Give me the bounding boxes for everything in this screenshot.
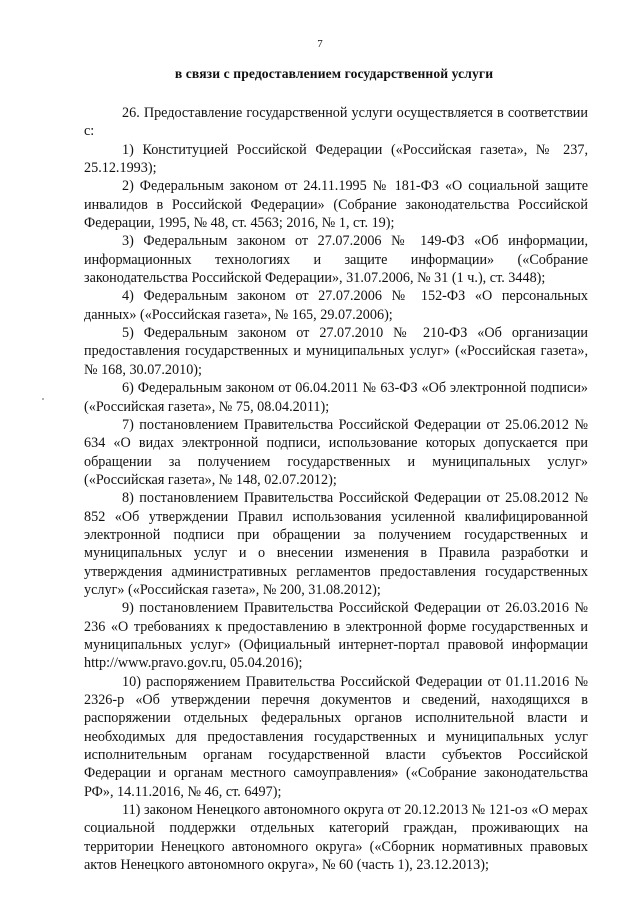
list-item-3: 3) Федеральным законом от 27.07.2006 № 149-ФЗ «Об информации, информационных технологиях и защите информации» («Собрание законодательства Российской Федерации», 31.07.2006, № 31 (1 ч.), ст. 3448); [84,233,588,287]
list-item-2: 2) Федеральным законом от 24.11.1995 № 181-ФЗ «О социальной защите инвалидов в Российской Федерации» (Собрание законодательства Российской Федерации, 1995, № 48, ст. 4563; 2016, № 1, ст. 19); [84,178,588,232]
list-item-11: 11) законом Ненецкого автономного округа от 20.12.2013 № 121-оз «О мерах социальной поддержки отдельных категорий граждан, проживающих на территории Ненецкого автономного округа» («Сборник нормативных правовых актов Ненецкого автономного округа», № 60 (часть 1), 23.12.2013); [84,802,588,874]
list-item-10: 10) распоряжением Правительства Российской Федерации от 01.11.2016 № 2326-р «Об утверждении перечня документов и сведений, находящихся в распоряжении отдельных федеральных органов исполнительной власти и необходимых для предоставления государственных и муниципальных услуг исполнительным органам государственной власти субъектов Российской Федерации и органам местного самоуправления» («Собрание законодательства РФ», 14.11.2016, № 46, ст. 6497); [84,673,588,800]
paragraph-26: 26. Предоставление государственной услуги осуществляется в соответствии с: [84,105,588,140]
margin-mark [42,398,44,400]
document-body [84,96,588,874]
list-item-4: 4) Федеральным законом от 27.07.2006 № 152-ФЗ «О персональных данных» («Российская газета», № 165, 29.07.2006); [84,288,588,323]
list-item-7: 7) постановлением Правительства Российской Федерации от 25.06.2012 № 634 «О видах электронной подписи, использование которых допускается при обращении за получением государственных и муниципальных услуг» («Российская газета», № 148, 02.07.2012); [84,416,588,488]
page-number: 7 [317,38,323,50]
list-item-8: 8) постановлением Правительства Российской Федерации от 25.08.2012 № 852 «Об утверждении Правил использования усиленной квалифицированной электронной подписи при обращении за получением государственных и муниципальных услуг и о внесении изменения в Правила разработки и утверждения административных регламентов предоставления государственных услуг» («Российская газета», № 200, 31.08.2012); [84,490,588,598]
list-item-6: 6) Федеральным законом от 06.04.2011 № 63-ФЗ «Об электронной подписи» («Российская газета», № 75, 08.04.2011); [84,380,588,415]
list-item-5: 5) Федеральным законом от 27.07.2010 № 210-ФЗ «Об организации предоставления государственных и муниципальных услуг» («Российская газета», № 168, 30.07.2010); [84,325,588,378]
section-heading: в связи с предоставлением государственной услуги [174,66,494,81]
list-item-1: 1) Конституцией Российской Федерации («Российская газета», № 237, 25.12.1993); [84,141,588,177]
list-item-9: 9) постановлением Правительства Российской Федерации от 26.03.2016 № 236 «О требованиях к предоставлению в электронной форме государственных и муниципальных услуг» (Официальный интернет-портал правовой информации http://www.pravo.gov.ru, 05.04.2016); [84,600,588,672]
